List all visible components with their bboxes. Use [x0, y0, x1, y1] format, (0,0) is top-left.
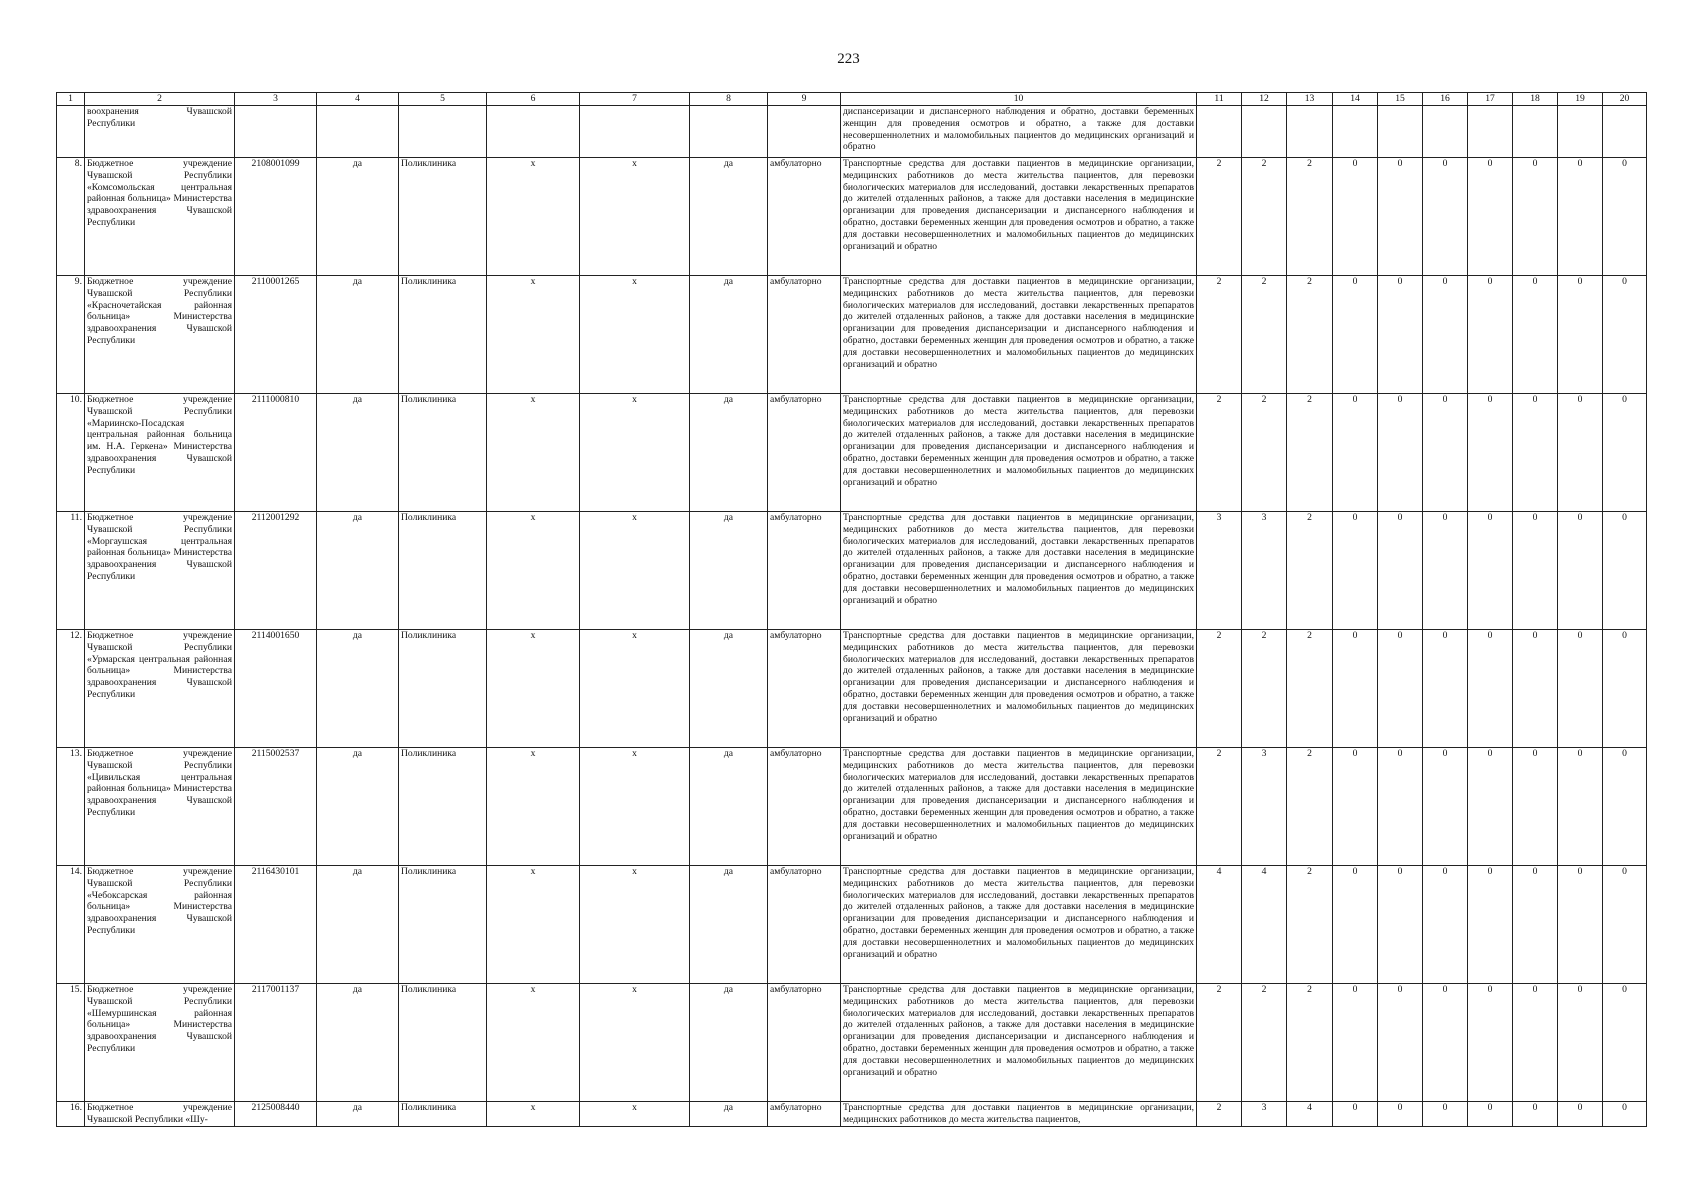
table-row [57, 984, 1647, 1102]
cell-organization-name: Бюджетное учреждение Чувашской Республики «Цивильская центральная районная больница» Министерства здравоохранения Чувашской Республики [85, 748, 235, 866]
cell-count-col11: 2 [1197, 748, 1242, 866]
cell-col7: x [580, 1102, 690, 1127]
cell-count-col20: 0 [1603, 866, 1647, 984]
cell-col4: да [317, 1102, 399, 1127]
cell-count-col15: 0 [1378, 630, 1423, 748]
table-row [57, 394, 1647, 512]
column-header-8: 8 [690, 93, 768, 106]
cell-count-col14: 0 [1333, 1102, 1378, 1127]
cell-care-condition: амбулаторно [768, 866, 841, 984]
cell-count-col19: 0 [1558, 748, 1603, 866]
cell-row-number: 16. [57, 1102, 85, 1127]
cell-count-col16: 0 [1423, 276, 1468, 394]
cell-col7: x [580, 512, 690, 630]
cell-count-col11: 2 [1197, 630, 1242, 748]
cell-count-col17: 0 [1468, 512, 1513, 630]
cell-count-col15: 0 [1378, 394, 1423, 512]
cell-count-col13: 2 [1287, 748, 1333, 866]
cell-col4: да [317, 748, 399, 866]
cell-count-col19: 0 [1558, 866, 1603, 984]
cell-col6: x [487, 394, 580, 512]
cell-count-col14: 0 [1333, 394, 1378, 512]
cell-care-condition: амбулаторно [768, 512, 841, 630]
cell-inn-code: 2115002537 [235, 748, 317, 866]
cell-count-col11: 4 [1197, 866, 1242, 984]
cell-col7: x [580, 866, 690, 984]
cell-inn-code: 2112001292 [235, 512, 317, 630]
table-row [57, 630, 1647, 748]
cell-count-col19: 0 [1558, 512, 1603, 630]
cell-count-col20: 0 [1603, 984, 1647, 1102]
cell-col7: x [580, 630, 690, 748]
cell-count-col16: 0 [1423, 1102, 1468, 1127]
cell-row-number: 8. [57, 158, 85, 276]
table-row [57, 512, 1647, 630]
medical-organizations-table [56, 92, 1647, 1127]
cell-count-col16: 0 [1423, 512, 1468, 630]
cell-count-col16: 0 [1423, 394, 1468, 512]
cell-purpose: Транспортные средства для доставки пациентов в медицинские организации, медицинских работников до места жительства пациентов, для перевозки биологических материалов для исследований, доставки лекарственных препаратов до жителей отдаленных районов, а также для доставки населения в медицинские организации для проведения диспансеризации и диспансерного наблюдения и обратно, доставки беременных женщин для проведения осмотров и обратно, а также для доставки несовершеннолетних и маломобильных пациентов до медицинских организаций и обратно [841, 394, 1197, 512]
column-header-18: 18 [1513, 93, 1558, 106]
cell-col4: да [317, 984, 399, 1102]
cell-count-col20: 0 [1603, 512, 1647, 630]
cell-inn-code: 2111000810 [235, 394, 317, 512]
column-header-6: 6 [487, 93, 580, 106]
cell-count-col11: 2 [1197, 276, 1242, 394]
cell-count-col19: 0 [1558, 276, 1603, 394]
cell-count-col20: 0 [1603, 630, 1647, 748]
cell-count-col13: 2 [1287, 394, 1333, 512]
cell-count-col20: 0 [1603, 1102, 1647, 1127]
cell-purpose: Транспортные средства для доставки пациентов в медицинские организации, медицинских работников до места жительства пациентов, для перевозки биологических материалов для исследований, доставки лекарственных препаратов до жителей отдаленных районов, а также для доставки населения в медицинские организации для проведения диспансеризации и диспансерного наблюдения и обратно, доставки беременных женщин для проведения осмотров и обратно, а также для доставки несовершеннолетних и маломобильных пациентов до медицинских организаций и обратно [841, 984, 1197, 1102]
cell-count-col18: 0 [1513, 1102, 1558, 1127]
cell-count-col18: 0 [1513, 630, 1558, 748]
cell-count-col12: 4 [1242, 866, 1287, 984]
cell-unit-type: Поликлиника [399, 1102, 487, 1127]
cell-col8: да [690, 984, 768, 1102]
cell-count-col18: 0 [1513, 276, 1558, 394]
cell-count-col17: 0 [1468, 748, 1513, 866]
cell-col4: да [317, 630, 399, 748]
cell-count-col14: 0 [1333, 866, 1378, 984]
column-header-7: 7 [580, 93, 690, 106]
cell-col4: да [317, 276, 399, 394]
cell-col6: x [487, 630, 580, 748]
cell-care-condition: амбулаторно [768, 158, 841, 276]
cell-count-col12: 2 [1242, 394, 1287, 512]
column-header-11: 11 [1197, 93, 1242, 106]
cell-unit-type: Поликлиника [399, 276, 487, 394]
cell-count-col20: 0 [1603, 748, 1647, 866]
cell-col6: x [487, 866, 580, 984]
cell-col8: да [690, 1102, 768, 1127]
cell-count-col12: 2 [1242, 984, 1287, 1102]
cell-col8: да [690, 394, 768, 512]
cell-count-col17: 0 [1468, 276, 1513, 394]
cell-organization-name: Бюджетное учреждение Чувашской Республики «Шу- [85, 1102, 235, 1127]
table-row [57, 276, 1647, 394]
cell-purpose: Транспортные средства для доставки пациентов в медицинские организации, медицинских работников до места жительства пациентов, для перевозки биологических материалов для исследований, доставки лекарственных препаратов до жителей отдаленных районов, а также для доставки населения в медицинские организации для проведения диспансеризации и диспансерного наблюдения и обратно, доставки беременных женщин для проведения осмотров и обратно, а также для доставки несовершеннолетних и маломобильных пациентов до медицинских организаций и обратно [841, 276, 1197, 394]
cell-col8: да [690, 158, 768, 276]
cell-count-col17: 0 [1468, 984, 1513, 1102]
cell-inn-code: 2117001137 [235, 984, 317, 1102]
cell-unit-type: Поликлиника [399, 158, 487, 276]
cell-col7: x [580, 748, 690, 866]
cell-purpose: диспансеризации и диспансерного наблюдения и обратно, доставки беременных женщин для проведения осмотров и обратно, а также для доставки несовершеннолетних и маломобильных пациентов до медицинских организаций и обратно [841, 106, 1197, 158]
column-header-15: 15 [1378, 93, 1423, 106]
cell-count-col14: 0 [1333, 512, 1378, 630]
cell-inn-code: 2108001099 [235, 158, 317, 276]
page-number: 223 [837, 51, 860, 67]
cell-count-col11: 2 [1197, 984, 1242, 1102]
cell-row-number: 14. [57, 866, 85, 984]
cell-col7: x [580, 394, 690, 512]
cell-count-col18: 0 [1513, 394, 1558, 512]
cell-col6: x [487, 1102, 580, 1127]
cell-count-col17: 0 [1468, 158, 1513, 276]
cell-col8: да [690, 512, 768, 630]
cell-organization-name: воохранения Чувашской Республики [85, 106, 235, 158]
cell-count-col18: 0 [1513, 748, 1558, 866]
cell-unit-type: Поликлиника [399, 512, 487, 630]
cell-count-col18: 0 [1513, 512, 1558, 630]
cell-col8: да [690, 276, 768, 394]
cell-count-col12: 3 [1242, 1102, 1287, 1127]
table-row [57, 1102, 1647, 1127]
column-header-10: 10 [841, 93, 1197, 106]
column-header-2: 2 [85, 93, 235, 106]
cell-count-col12: 2 [1242, 630, 1287, 748]
cell-unit-type: Поликлиника [399, 984, 487, 1102]
cell-unit-type: Поликлиника [399, 394, 487, 512]
cell-count-col14: 0 [1333, 276, 1378, 394]
cell-col7: x [580, 276, 690, 394]
cell-purpose: Транспортные средства для доставки пациентов в медицинские организации, медицинских работников до места жительства пациентов, для перевозки биологических материалов для исследований, доставки лекарственных препаратов до жителей отдаленных районов, а также для доставки населения в медицинские организации для проведения диспансеризации и диспансерного наблюдения и обратно, доставки беременных женщин для проведения осмотров и обратно, а также для доставки несовершеннолетних и маломобильных пациентов до медицинских организаций и обратно [841, 158, 1197, 276]
cell-count-col16: 0 [1423, 748, 1468, 866]
cell-count-col15: 0 [1378, 158, 1423, 276]
cell-count-col11: 2 [1197, 394, 1242, 512]
cell-care-condition: амбулаторно [768, 394, 841, 512]
cell-count-col20: 0 [1603, 158, 1647, 276]
cell-count-col16: 0 [1423, 630, 1468, 748]
cell-num [57, 106, 85, 158]
column-header-17: 17 [1468, 93, 1513, 106]
cell-count-col17: 0 [1468, 1102, 1513, 1127]
cell-purpose: Транспортные средства для доставки пациентов в медицинские организации, медицинских работников до места жительства пациентов, для перевозки биологических материалов для исследований, доставки лекарственных препаратов до жителей отдаленных районов, а также для доставки населения в медицинские организации для проведения диспансеризации и диспансерного наблюдения и обратно, доставки беременных женщин для проведения осмотров и обратно, а также для доставки несовершеннолетних и маломобильных пациентов до медицинских организаций и обратно [841, 748, 1197, 866]
column-header-5: 5 [399, 93, 487, 106]
cell-col4: да [317, 512, 399, 630]
cell-count-col15: 0 [1378, 748, 1423, 866]
cell-row-number: 13. [57, 748, 85, 866]
cell-col8: да [690, 866, 768, 984]
cell-purpose: Транспортные средства для доставки пациентов в медицинские организации, медицинских работников до места жительства пациентов, для перевозки биологических материалов для исследований, доставки лекарственных препаратов до жителей отдаленных районов, а также для доставки населения в медицинские организации для проведения диспансеризации и диспансерного наблюдения и обратно, доставки беременных женщин для проведения осмотров и обратно, а также для доставки несовершеннолетних и маломобильных пациентов до медицинских организаций и обратно [841, 630, 1197, 748]
cell-col4: да [317, 866, 399, 984]
cell-count-col12: 2 [1242, 276, 1287, 394]
cell-count-col18: 0 [1513, 984, 1558, 1102]
cell-row-number: 12. [57, 630, 85, 748]
cell-care-condition: амбулаторно [768, 276, 841, 394]
cell-count-col19: 0 [1558, 158, 1603, 276]
cell-care-condition: амбулаторно [768, 630, 841, 748]
cell-inn-code: 2114001650 [235, 630, 317, 748]
cell-count-col20: 0 [1603, 394, 1647, 512]
cell-col7: x [580, 984, 690, 1102]
cell-inn-code: 2110001265 [235, 276, 317, 394]
table-row [57, 866, 1647, 984]
column-header-1: 1 [57, 93, 85, 106]
cell-count-col13: 2 [1287, 158, 1333, 276]
column-header-16: 16 [1423, 93, 1468, 106]
cell-col6: x [487, 984, 580, 1102]
column-number-header-row [57, 93, 1647, 106]
cell-row-number: 11. [57, 512, 85, 630]
cell-count-col17: 0 [1468, 866, 1513, 984]
cell-count-col14: 0 [1333, 630, 1378, 748]
cell-purpose: Транспортные средства для доставки пациентов в медицинские организации, медицинских работников до места жительства пациентов, для перевозки биологических материалов для исследований, доставки лекарственных препаратов до жителей отдаленных районов, а также для доставки населения в медицинские организации для проведения диспансеризации и диспансерного наблюдения и обратно, доставки беременных женщин для проведения осмотров и обратно, а также для доставки несовершеннолетних и маломобильных пациентов до медицинских организаций и обратно [841, 866, 1197, 984]
cell-count-col13: 2 [1287, 984, 1333, 1102]
column-header-14: 14 [1333, 93, 1378, 106]
cell-unit-type: Поликлиника [399, 748, 487, 866]
cell-count-col19: 0 [1558, 1102, 1603, 1127]
cell-col7: x [580, 158, 690, 276]
cell-count-col17: 0 [1468, 394, 1513, 512]
cell-row-number: 9. [57, 276, 85, 394]
cell-purpose: Транспортные средства для доставки пациентов в медицинские организации, медицинских работников до места жительства пациентов, [841, 1102, 1197, 1127]
cell-unit-type: Поликлиника [399, 866, 487, 984]
cell-count-col16: 0 [1423, 984, 1468, 1102]
cell-organization-name: Бюджетное учреждение Чувашской Республики «Мариинско-Посадская центральная районная больница им. Н.А. Геркена» Министерства здравоохранения Чувашской Республики [85, 394, 235, 512]
cell-count-col15: 0 [1378, 512, 1423, 630]
cell-organization-name: Бюджетное учреждение Чувашской Республики «Шемуршинская районная больница» Министерства здравоохранения Чувашской Республики [85, 984, 235, 1102]
cell-count-col11: 2 [1197, 1102, 1242, 1127]
cell-count-col14: 0 [1333, 748, 1378, 866]
cell-count-col11: 3 [1197, 512, 1242, 630]
column-header-20: 20 [1603, 93, 1647, 106]
cell-count-col13: 2 [1287, 630, 1333, 748]
cell-organization-name: Бюджетное учреждение Чувашской Республики «Чебоксарская районная больница» Министерства здравоохранения Чувашской Республики [85, 866, 235, 984]
cell-count-col20: 0 [1603, 276, 1647, 394]
column-header-13: 13 [1287, 93, 1333, 106]
column-header-9: 9 [768, 93, 841, 106]
cell-count-col15: 0 [1378, 1102, 1423, 1127]
cell-care-condition: амбулаторно [768, 748, 841, 866]
cell-count-col19: 0 [1558, 394, 1603, 512]
cell-count-col12: 2 [1242, 158, 1287, 276]
cell-count-col16: 0 [1423, 866, 1468, 984]
cell-inn-code: 2125008440 [235, 1102, 317, 1127]
cell-count-col13: 2 [1287, 276, 1333, 394]
cell-inn-code: 2116430101 [235, 866, 317, 984]
cell-count-col12: 3 [1242, 748, 1287, 866]
cell-organization-name: Бюджетное учреждение Чувашской Республики «Красночетайская районная больница» Министерства здравоохранения Чувашской Республики [85, 276, 235, 394]
cell-count-col12: 3 [1242, 512, 1287, 630]
cell-row-number: 10. [57, 394, 85, 512]
cell-col6: x [487, 748, 580, 866]
cell-count-col13: 2 [1287, 866, 1333, 984]
cell-count-col11: 2 [1197, 158, 1242, 276]
column-header-4: 4 [317, 93, 399, 106]
cell-organization-name: Бюджетное учреждение Чувашской Республики «Комсомольская центральная районная больница» Министерства здравоохранения Чувашской Республики [85, 158, 235, 276]
cell-count-col13: 2 [1287, 512, 1333, 630]
column-header-12: 12 [1242, 93, 1287, 106]
cell-count-col19: 0 [1558, 630, 1603, 748]
table-row [57, 748, 1647, 866]
cell-count-col13: 4 [1287, 1102, 1333, 1127]
cell-care-condition: амбулаторно [768, 984, 841, 1102]
cell-col6: x [487, 512, 580, 630]
cell-col8: да [690, 630, 768, 748]
cell-count-col15: 0 [1378, 866, 1423, 984]
cell-purpose: Транспортные средства для доставки пациентов в медицинские организации, медицинских работников до места жительства пациентов, для перевозки биологических материалов для исследований, доставки лекарственных препаратов до жителей отдаленных районов, а также для доставки населения в медицинские организации для проведения диспансеризации и диспансерного наблюдения и обратно, доставки беременных женщин для проведения осмотров и обратно, а также для доставки несовершеннолетних и маломобильных пациентов до медицинских организаций и обратно [841, 512, 1197, 630]
column-header-19: 19 [1558, 93, 1603, 106]
cell-count-col14: 0 [1333, 984, 1378, 1102]
cell-row-number: 15. [57, 984, 85, 1102]
column-header-3: 3 [235, 93, 317, 106]
table-row [57, 158, 1647, 276]
cell-col8: да [690, 748, 768, 866]
cell-count-col15: 0 [1378, 276, 1423, 394]
continuation-row [57, 106, 1647, 158]
cell-count-col18: 0 [1513, 866, 1558, 984]
cell-col4: да [317, 158, 399, 276]
cell-col6: x [487, 276, 580, 394]
cell-care-condition: амбулаторно [768, 1102, 841, 1127]
cell-count-col18: 0 [1513, 158, 1558, 276]
cell-count-col16: 0 [1423, 158, 1468, 276]
cell-count-col15: 0 [1378, 984, 1423, 1102]
cell-count-col14: 0 [1333, 158, 1378, 276]
cell-count-col19: 0 [1558, 984, 1603, 1102]
cell-count-col17: 0 [1468, 630, 1513, 748]
cell-col6: x [487, 158, 580, 276]
cell-organization-name: Бюджетное учреждение Чувашской Республики «Моргаушская центральная районная больница» Министерства здравоохранения Чувашской Республики [85, 512, 235, 630]
cell-organization-name: Бюджетное учреждение Чувашской Республики «Урмарская центральная районная больница» Министерства здравоохранения Чувашской Республики [85, 630, 235, 748]
cell-col4: да [317, 394, 399, 512]
cell-unit-type: Поликлиника [399, 630, 487, 748]
